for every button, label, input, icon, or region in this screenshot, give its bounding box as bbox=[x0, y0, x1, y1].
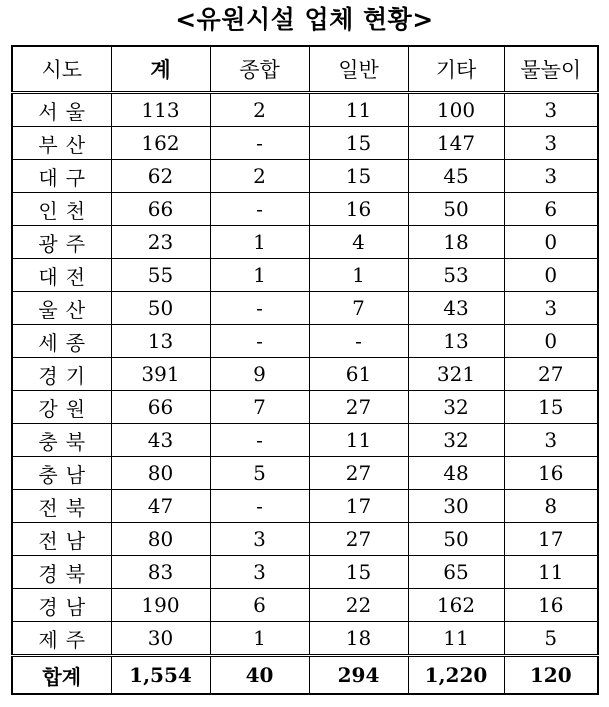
table-row bbox=[12, 193, 598, 226]
general-cell: 27 bbox=[309, 457, 408, 490]
other-cell: 50 bbox=[408, 193, 504, 226]
table-row bbox=[12, 93, 598, 127]
other-cell: 321 bbox=[408, 358, 504, 391]
region-cell: 대구 bbox=[12, 160, 111, 193]
region-cell: 제주 bbox=[12, 622, 111, 656]
region-cell: 전북 bbox=[12, 490, 111, 523]
water-play-cell: 6 bbox=[504, 193, 598, 226]
other-cell: 100 bbox=[408, 93, 504, 127]
region-cell: 경남 bbox=[12, 589, 111, 622]
general-cell: 15 bbox=[309, 127, 408, 160]
table-footer bbox=[12, 656, 598, 695]
header-general: 일반 bbox=[309, 46, 408, 93]
table-row bbox=[12, 325, 598, 358]
total-cell: 80 bbox=[111, 457, 210, 490]
comprehensive-cell: 1 bbox=[210, 259, 309, 292]
total-cell: 62 bbox=[111, 160, 210, 193]
region-cell: 경기 bbox=[12, 358, 111, 391]
total-cell: 43 bbox=[111, 424, 210, 457]
water-play-cell: 27 bbox=[504, 358, 598, 391]
other-cell: 11 bbox=[408, 622, 504, 656]
region-cell: 충북 bbox=[12, 424, 111, 457]
comprehensive-cell: 1 bbox=[210, 226, 309, 259]
comprehensive-cell: - bbox=[210, 325, 309, 358]
comprehensive-cell: - bbox=[210, 490, 309, 523]
general-cell: 7 bbox=[309, 292, 408, 325]
water-play-cell: 16 bbox=[504, 589, 598, 622]
other-cell: 43 bbox=[408, 292, 504, 325]
total-cell: 113 bbox=[111, 93, 210, 127]
water-play-cell: 3 bbox=[504, 93, 598, 127]
other-cell: 48 bbox=[408, 457, 504, 490]
total-label: 합계 bbox=[12, 656, 111, 695]
general-cell: 22 bbox=[309, 589, 408, 622]
comprehensive-cell: 5 bbox=[210, 457, 309, 490]
table-row bbox=[12, 457, 598, 490]
other-cell: 45 bbox=[408, 160, 504, 193]
total-cell: 13 bbox=[111, 325, 210, 358]
water-play-cell: 16 bbox=[504, 457, 598, 490]
header-water-play: 물놀이 bbox=[504, 46, 598, 93]
other-cell: 50 bbox=[408, 523, 504, 556]
total-cell: 391 bbox=[111, 358, 210, 391]
comprehensive-cell: 9 bbox=[210, 358, 309, 391]
total-cell: 162 bbox=[111, 127, 210, 160]
page-title: <유원시설 업체 현황> bbox=[175, 5, 434, 34]
general-cell: 1 bbox=[309, 259, 408, 292]
region-cell: 강원 bbox=[12, 391, 111, 424]
region-cell: 서울 bbox=[12, 93, 111, 127]
other-cell: 147 bbox=[408, 127, 504, 160]
water-play-cell: 11 bbox=[504, 556, 598, 589]
other-cell: 18 bbox=[408, 226, 504, 259]
water-play-cell: 0 bbox=[504, 325, 598, 358]
water-play-cell: 8 bbox=[504, 490, 598, 523]
general-cell: 4 bbox=[309, 226, 408, 259]
other-cell: 65 bbox=[408, 556, 504, 589]
total-cell: 66 bbox=[111, 391, 210, 424]
comprehensive-cell: - bbox=[210, 424, 309, 457]
water-play-cell: 0 bbox=[504, 259, 598, 292]
water-play-cell: 15 bbox=[504, 391, 598, 424]
comprehensive-cell: 2 bbox=[210, 93, 309, 127]
region-cell: 부산 bbox=[12, 127, 111, 160]
total-cell: 23 bbox=[111, 226, 210, 259]
general-cell: 11 bbox=[309, 424, 408, 457]
total-cell: 47 bbox=[111, 490, 210, 523]
table-row bbox=[12, 556, 598, 589]
water-play-cell: 3 bbox=[504, 160, 598, 193]
header-other: 기타 bbox=[408, 46, 504, 93]
region-cell: 경북 bbox=[12, 556, 111, 589]
table-row bbox=[12, 391, 598, 424]
general-cell: 15 bbox=[309, 556, 408, 589]
table-row bbox=[12, 523, 598, 556]
total-comprehensive: 40 bbox=[210, 656, 309, 695]
comprehensive-cell: 3 bbox=[210, 556, 309, 589]
general-cell: 61 bbox=[309, 358, 408, 391]
table-header bbox=[12, 46, 598, 93]
total-cell: 190 bbox=[111, 589, 210, 622]
header-region: 시도 bbox=[12, 46, 111, 93]
region-cell: 대전 bbox=[12, 259, 111, 292]
water-play-cell: 3 bbox=[504, 424, 598, 457]
water-play-cell: 0 bbox=[504, 226, 598, 259]
region-cell: 전남 bbox=[12, 523, 111, 556]
table-row bbox=[12, 160, 598, 193]
table-row bbox=[12, 127, 598, 160]
general-cell: 16 bbox=[309, 193, 408, 226]
total-sum: 1,554 bbox=[111, 656, 210, 695]
total-cell: 66 bbox=[111, 193, 210, 226]
table-row bbox=[12, 589, 598, 622]
table-row bbox=[12, 490, 598, 523]
comprehensive-cell: - bbox=[210, 193, 309, 226]
total-general: 294 bbox=[309, 656, 408, 695]
other-cell: 53 bbox=[408, 259, 504, 292]
other-cell: 32 bbox=[408, 391, 504, 424]
other-cell: 32 bbox=[408, 424, 504, 457]
region-cell: 광주 bbox=[12, 226, 111, 259]
header-row bbox=[12, 46, 598, 93]
water-play-cell: 17 bbox=[504, 523, 598, 556]
general-cell: 17 bbox=[309, 490, 408, 523]
total-row bbox=[12, 656, 598, 695]
region-cell: 충남 bbox=[12, 457, 111, 490]
table-row bbox=[12, 424, 598, 457]
table-row bbox=[12, 259, 598, 292]
total-water-play: 120 bbox=[504, 656, 598, 695]
header-comprehensive: 종합 bbox=[210, 46, 309, 93]
region-cell: 울산 bbox=[12, 292, 111, 325]
header-total: 계 bbox=[111, 46, 210, 93]
region-cell: 인천 bbox=[12, 193, 111, 226]
total-cell: 30 bbox=[111, 622, 210, 656]
water-play-cell: 3 bbox=[504, 292, 598, 325]
comprehensive-cell: - bbox=[210, 127, 309, 160]
comprehensive-cell: 6 bbox=[210, 589, 309, 622]
comprehensive-cell: 7 bbox=[210, 391, 309, 424]
total-cell: 50 bbox=[111, 292, 210, 325]
total-cell: 55 bbox=[111, 259, 210, 292]
other-cell: 13 bbox=[408, 325, 504, 358]
other-cell: 30 bbox=[408, 490, 504, 523]
comprehensive-cell: 2 bbox=[210, 160, 309, 193]
total-cell: 80 bbox=[111, 523, 210, 556]
general-cell: 27 bbox=[309, 523, 408, 556]
other-cell: 162 bbox=[408, 589, 504, 622]
general-cell: 11 bbox=[309, 93, 408, 127]
comprehensive-cell: 1 bbox=[210, 622, 309, 656]
total-other: 1,220 bbox=[408, 656, 504, 695]
water-play-cell: 5 bbox=[504, 622, 598, 656]
general-cell: 18 bbox=[309, 622, 408, 656]
table-row bbox=[12, 358, 598, 391]
table-row bbox=[12, 292, 598, 325]
table-body bbox=[12, 93, 598, 656]
table-row bbox=[12, 226, 598, 259]
general-cell: 15 bbox=[309, 160, 408, 193]
table-row bbox=[12, 622, 598, 656]
amusement-facility-table bbox=[11, 45, 599, 695]
water-play-cell: 3 bbox=[504, 127, 598, 160]
general-cell: - bbox=[309, 325, 408, 358]
total-cell: 83 bbox=[111, 556, 210, 589]
comprehensive-cell: 3 bbox=[210, 523, 309, 556]
region-cell: 세종 bbox=[12, 325, 111, 358]
comprehensive-cell: - bbox=[210, 292, 309, 325]
general-cell: 27 bbox=[309, 391, 408, 424]
